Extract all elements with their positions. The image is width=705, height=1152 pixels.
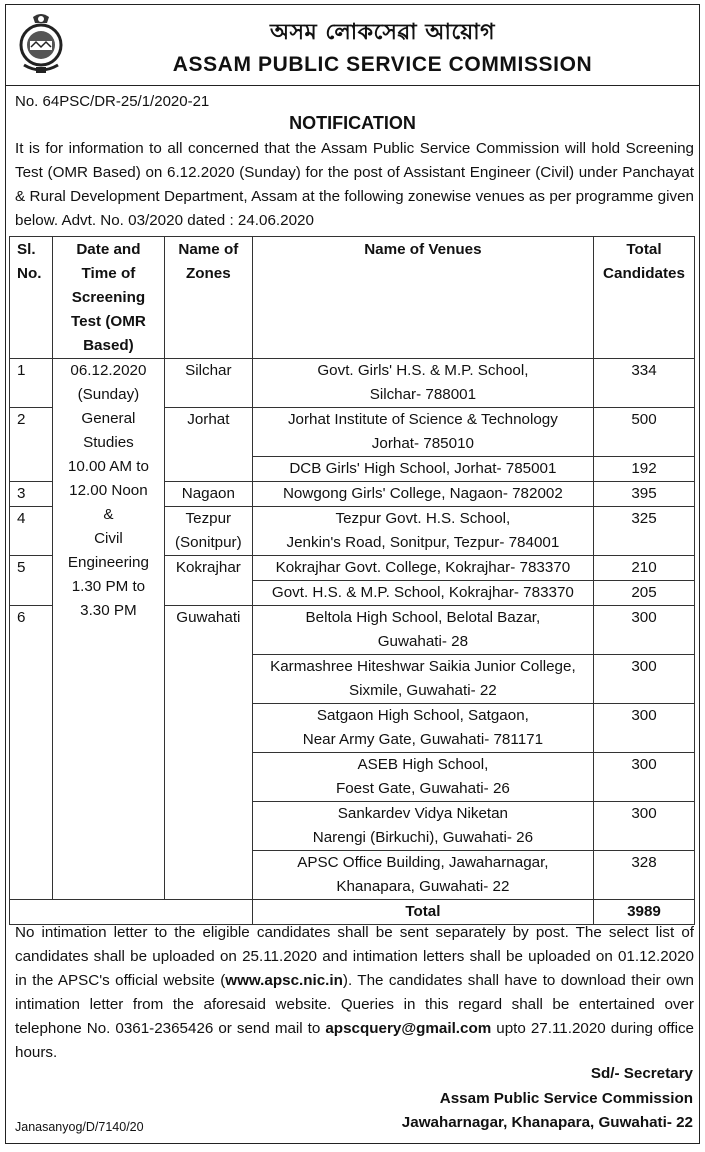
venue-line-2: Near Army Gate, Guwahati- 781171 (302, 731, 544, 748)
schedule-line: Engineering (67, 554, 149, 571)
schedule-block (53, 359, 164, 623)
zone-name: Guwahati (176, 609, 241, 626)
title-english: ASSAM PUBLIC SERVICE COMMISSION (172, 53, 593, 76)
cell-venue (252, 507, 593, 556)
cell-venue (252, 606, 593, 655)
zone-name: Nagaon (181, 485, 235, 502)
zone-name: Kokrajhar (175, 559, 241, 576)
venue-line-1: Govt. Girls' H.S. & M.P. School, (317, 362, 529, 379)
header-venue (252, 237, 593, 359)
cell-count: 205 (593, 581, 694, 606)
cell-zone (164, 606, 252, 900)
venue-line-1: APSC Office Building, Jawaharnagar, (297, 854, 549, 871)
cell-venue (252, 482, 593, 507)
cell-venue (252, 753, 593, 802)
zone-name-line2: (Sonitpur) (174, 534, 242, 551)
schedule-line: 06.12.2020 (70, 362, 147, 379)
cell-count: 192 (593, 457, 694, 482)
schedule-line: General (81, 410, 136, 427)
cell-venue (252, 457, 593, 482)
cell-count: 300 (593, 704, 694, 753)
cell-zone (164, 359, 252, 408)
venue-line-2: Khanapara, Guwahati- 22 (336, 878, 510, 895)
header-date (52, 237, 164, 359)
venue-line-1: Jorhat Institute of Science & Technology (287, 411, 558, 428)
footer-text-3: upto 27.11.2020 during office hours. (15, 1020, 694, 1061)
header-sl (10, 237, 53, 359)
footer-paragraph (15, 921, 694, 1065)
title-bengali: অসম লোকসেৱা আয়োগ (269, 19, 496, 45)
cell-venue (252, 851, 593, 900)
cell-zone (164, 482, 252, 507)
cell-sl: 2 (10, 408, 53, 482)
cell-count: 300 (593, 802, 694, 851)
cell-schedule (52, 359, 164, 900)
cell-sl: 4 (10, 507, 53, 556)
schedule-line: & (103, 506, 114, 523)
venue-line-2: Jenkin's Road, Sonitpur, Tezpur- 784001 (286, 534, 560, 551)
header-total-text: Total Candidates (603, 241, 685, 282)
header-venue-text: Name of Venues (364, 241, 482, 258)
header (6, 5, 699, 86)
venue-line-1: Nowgong Girls' College, Nagaon- 782002 (282, 485, 563, 502)
zone-name: Silchar (185, 362, 232, 379)
venue-line-1: Beltola High School, Belotal Bazar, (305, 609, 541, 626)
venue-line-2: Silchar- 788001 (369, 386, 477, 403)
cell-sl: 1 (10, 359, 53, 408)
cell-venue (252, 655, 593, 704)
venue-line-2: Guwahati- 28 (377, 633, 469, 650)
venue-line-1: Sankardev Vidya Niketan (337, 805, 509, 822)
total-label: Total (252, 900, 593, 925)
venue-line-1: DCB Girls' High School, Jorhat- 785001 (289, 460, 557, 477)
total-value: 3989 (593, 900, 694, 925)
notification-page (5, 4, 700, 1144)
venue-line-2: Foest Gate, Guwahati- 26 (335, 780, 510, 797)
signature-line-3: Jawaharnagar, Khanapara, Guwahati- 22 (401, 1114, 693, 1131)
cell-venue (252, 359, 593, 408)
venue-line-1: ASEB High School, (357, 756, 489, 773)
cell-venue (252, 802, 593, 851)
cell-count: 334 (593, 359, 694, 408)
cell-zone (164, 507, 252, 556)
venue-line-1: Govt. H.S. & M.P. School, Kokrajhar- 783370 (271, 584, 574, 601)
schedule-line: Civil (94, 530, 123, 547)
schedule-line: 3.30 PM (80, 602, 137, 619)
venue-line-2: Narengi (Birkuchi), Guwahati- 26 (312, 829, 534, 846)
reference-number: No. 64PSC/DR-25/1/2020-21 (15, 93, 210, 110)
venue-line-1: Tezpur Govt. H.S. School, (335, 510, 511, 527)
cell-count: 300 (593, 606, 694, 655)
schedule-line: (Sunday) (77, 386, 140, 403)
table-header-row (10, 237, 695, 359)
signature-line-1: Sd/- Secretary (590, 1065, 693, 1082)
cell-sl: 5 (10, 556, 53, 606)
intro-paragraph: It is for information to all concerned that the Assam Public Service Commission will hold Screening Test (OMR Based) on 6.12.2020 (Sunday) for the post of Assistant Engineer (Civil) under Panchayat & Rural Development Department, Assam at the following zonewise venues as per programme given below. Advt. No. 03/2020 dated : 24.06.2020 (15, 140, 694, 229)
cell-venue (252, 556, 593, 581)
schedule-line: Studies (83, 434, 134, 451)
zone-name: Jorhat (187, 411, 230, 428)
zone-name: Tezpur (185, 510, 232, 527)
janasanyog-code: Janasanyog/D/7140/20 (15, 1120, 144, 1134)
schedule-line: 10.00 AM to (67, 458, 149, 475)
cell-venue (252, 581, 593, 606)
header-total (593, 237, 694, 359)
cell-count: 210 (593, 556, 694, 581)
table-row (10, 359, 695, 408)
header-zone-text: Name of Zones (178, 241, 239, 282)
header-date-text: Date and Time of Screening Test (OMR Based) (71, 241, 146, 354)
venue-table-body (10, 359, 695, 925)
cell-sl: 3 (10, 482, 53, 507)
venue-line-1: Satgaon High School, Satgaon, (316, 707, 529, 724)
website-link[interactable]: www.apsc.nic.in (225, 972, 343, 989)
cell-venue (252, 408, 593, 457)
venue-line-1: Kokrajhar Govt. College, Kokrajhar- 783370 (275, 559, 571, 576)
venue-line-2: Sixmile, Guwahati- 22 (349, 682, 497, 699)
header-sl-text: Sl. No. (17, 241, 42, 282)
cell-count: 500 (593, 408, 694, 457)
signature-line-2: Assam Public Service Commission (439, 1090, 693, 1107)
cell-count: 328 (593, 851, 694, 900)
venue-line-1: Karmashree Hiteshwar Saikia Junior College, (270, 658, 576, 675)
notification-title: NOTIFICATION (289, 113, 416, 133)
schedule-line: 12.00 Noon (69, 482, 148, 499)
schedule-line: 1.30 PM to (71, 578, 146, 595)
cell-sl: 6 (10, 606, 53, 900)
email-link[interactable]: apscquery@gmail.com (325, 1020, 492, 1037)
cell-count: 300 (593, 753, 694, 802)
venue-line-2: Jorhat- 785010 (371, 435, 474, 452)
cell-zone (164, 556, 252, 606)
footer-text-2: ). The candidates shall have to download their own intimation letter from the aforesaid website. Queries in this regard shall be entertained over telephone No. 0361-2365426 or send mail to (15, 972, 695, 1037)
venue-table (9, 236, 695, 925)
header-zone (164, 237, 252, 359)
footer-text-1: No intimation letter to the eligible candidates shall be sent separately by post. The select list of candidates shall be uploaded on 25.11.2020 and intimation letters shall be uploaded on 01.12.2020 in the APSC's official website ( (15, 924, 694, 989)
cell-zone (164, 408, 252, 482)
cell-count: 325 (593, 507, 694, 556)
cell-count: 395 (593, 482, 694, 507)
cell-venue (252, 704, 593, 753)
cell-count: 300 (593, 655, 694, 704)
